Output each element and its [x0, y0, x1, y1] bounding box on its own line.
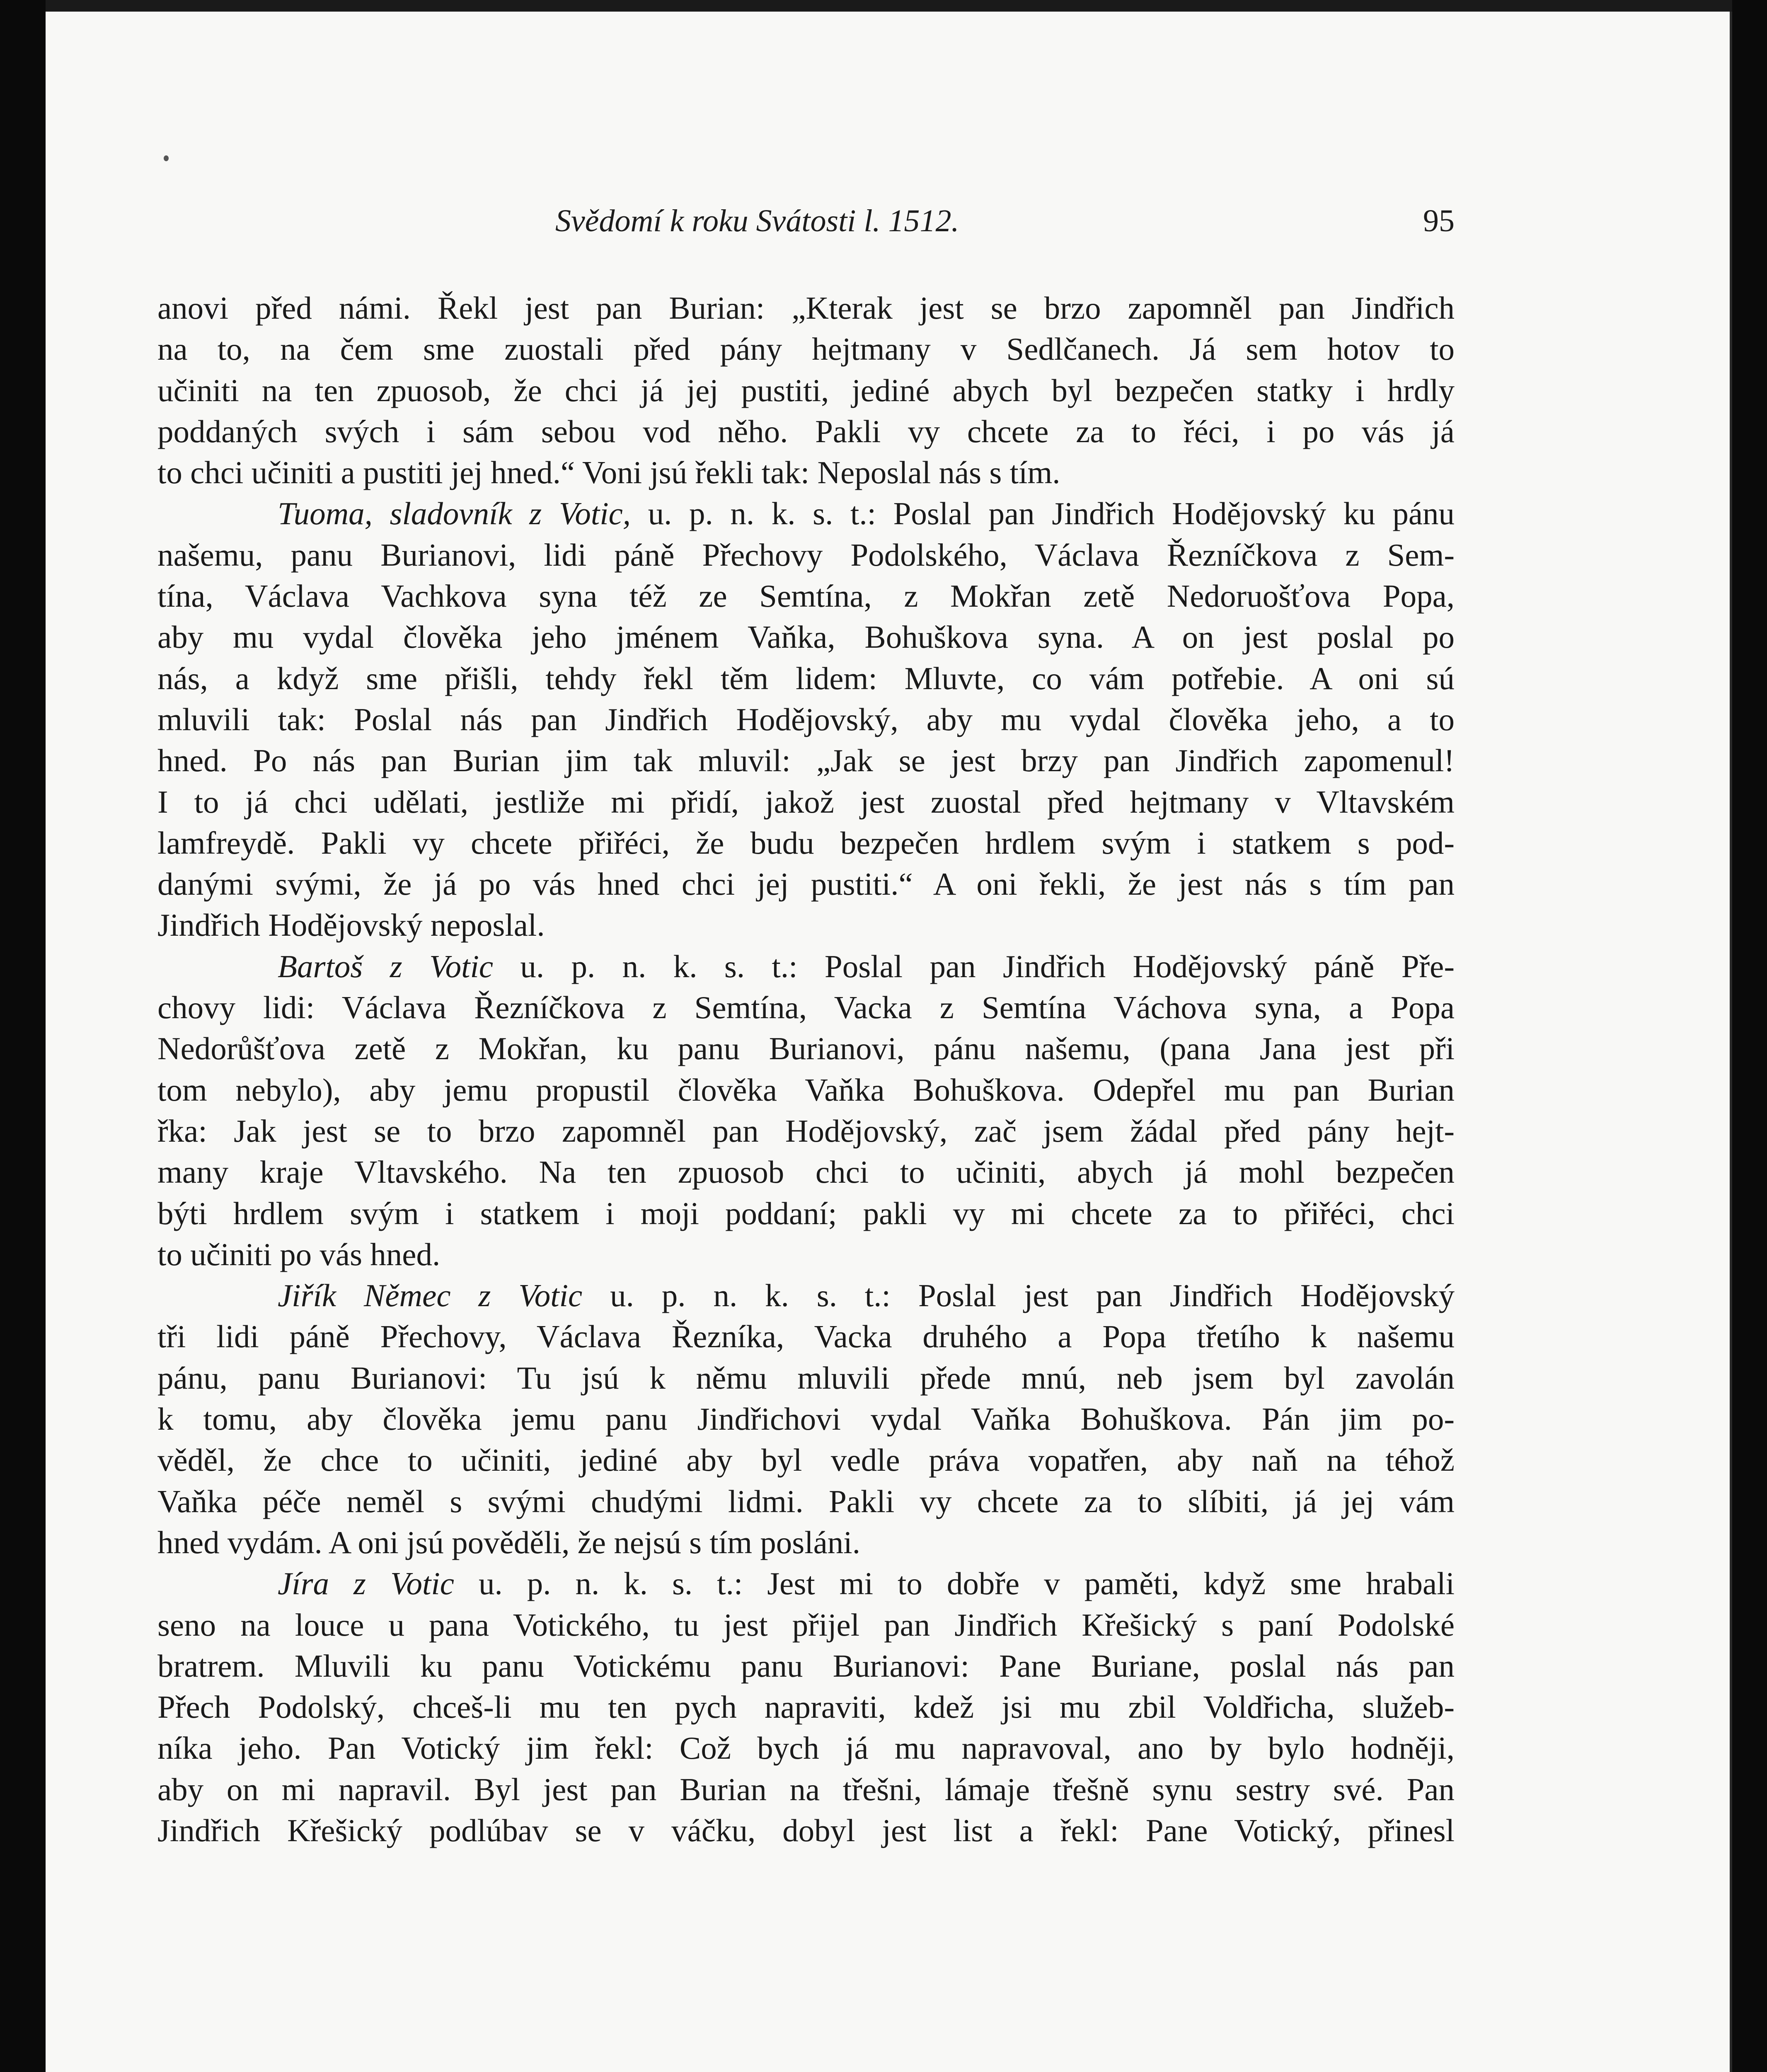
text-line: našemu, panu Burianovi, lidi páně Přechovy Podolského, Václava Řezníčkova z Sem-: [157, 537, 1455, 573]
witness-name: Jiřík Němec z Votic: [278, 1278, 583, 1314]
text-line: býti hrdlem svým i statkem i moji poddaní; pakli vy mi chcete za to přiřéci, chci: [157, 1195, 1455, 1231]
text-line: [157, 1563, 1455, 1604]
text-line: chovy lidi: Václava Řezníčkova z Semtína, Vacka z Semtína Váchova syna, a Popa: [157, 990, 1455, 1026]
witness-testimony: u. p. n. k. s. t.: Jest mi to dobře v paměti, když sme hrabali: [454, 1566, 1455, 1602]
text-line: seno na louce u pana Votického, tu jest přijel pan Jindřich Křešický s paní Podolské: [157, 1607, 1455, 1643]
text-line: to učiniti po vás hned.: [157, 1236, 441, 1272]
text-line: Nedorůšťova zetě z Mokřan, ku panu Burianovi, pánu našemu, (pana Jana jest při: [157, 1031, 1455, 1067]
scan-speck: [164, 155, 169, 161]
text-line: tři lidi páně Přechovy, Václava Řezníka, Vacka druhého a Popa třetího k našemu: [157, 1319, 1455, 1355]
text-line: anovi před námi. Řekl jest pan Burian: „Kterak jest se brzo zapomněl pan Jindřich: [157, 290, 1455, 326]
witness-testimony: u. p. n. k. s. t.: Poslal pan Jindřich Hodějovský páně Pře-: [493, 948, 1455, 984]
witness-name: Bartoš z Votic: [278, 948, 494, 984]
text-line: Jindřich Hodějovský neposlal.: [157, 907, 545, 943]
text-line: na to, na čem sme zuostali před pány hejtmany v Sedlčanech. Já sem hotov to: [157, 331, 1455, 367]
running-head: [157, 199, 1455, 257]
scan-border-left: [0, 0, 46, 2072]
text-line: hned. Po nás pan Burian jim tak mluvil: „Jak se jest brzy pan Jindřich zapomenul!: [157, 743, 1455, 779]
text-line: Přech Podolský, chceš-li mu ten pych napraviti, kdež jsi mu zbil Voldřicha, služeb-: [157, 1689, 1455, 1725]
text-line: učiniti na ten zpuosob, že chci já jej pustiti, jediné abych byl bezpečen statky i hrdly: [157, 372, 1455, 408]
text-line: pánu, panu Burianovi: Tu jsú k němu mluvili přede mnú, neb jsem byl zavolán: [157, 1360, 1455, 1396]
witness-testimony: u. p. n. k. s. t.: Poslal jest pan Jindřich Hodějovský: [582, 1278, 1455, 1314]
text-line: hned vydám. A oni jsú pověděli, že nejsú s tím posláni.: [157, 1524, 860, 1560]
page-number: 95: [1423, 203, 1455, 238]
text-line: Jindřich Křešický podlúbav se v váčku, dobyl jest list a řekl: Pane Votický, přinesl: [157, 1812, 1455, 1848]
scan-border-top: [46, 0, 1732, 12]
text-line: Vaňka péče neměl s svými chudými lidmi. Pakli vy chcete za to slíbiti, já jej vám: [157, 1483, 1455, 1519]
text-line: danými svými, že já po vás hned chci jej pustiti.“ A oni řekli, že jest nás s tím pan: [157, 866, 1455, 902]
text-line: aby on mi napravil. Byl jest pan Burian na třešni, lámaje třešně synu sestry své. Pan: [157, 1771, 1455, 1807]
text-line: níka jeho. Pan Votický jim řekl: Což bych já mu napravoval, ano by bylo hodněji,: [157, 1730, 1455, 1766]
witness-name: Jíra z Votic: [278, 1566, 454, 1602]
text-line: věděl, že chce to učiniti, jediné aby byl vedle práva vopatřen, aby naň na téhož: [157, 1442, 1455, 1478]
text-line: tom nebylo), aby jemu propustil člověka Vaňka Bohuškova. Odepřel mu pan Burian: [157, 1072, 1455, 1108]
text-line: k tomu, aby člověka jemu panu Jindřichovi vydal Vaňka Bohuškova. Pán jim po-: [157, 1401, 1455, 1437]
text-line: [157, 1275, 1455, 1316]
text-line: many kraje Vltavského. Na ten zpuosob chci to učiniti, abych já mohl bezpečen: [157, 1154, 1455, 1190]
text-line: poddaných svých i sám sebou vod něho. Pakli vy chcete za to řéci, i po vás já: [157, 413, 1455, 449]
running-title: Svědomí k roku Svátosti l. 1512.: [555, 203, 959, 238]
text-line: [157, 493, 1455, 534]
text-line: lamfreydě. Pakli vy chcete přiřéci, že budu bezpečen hrdlem svým i statkem s pod-: [157, 825, 1455, 861]
body-text: [157, 288, 1455, 1851]
text-line: bratrem. Mluvili ku panu Votickému panu Burianovi: Pane Buriane, poslal nás pan: [157, 1648, 1455, 1684]
text-line: řka: Jak jest se to brzo zapomněl pan Hodějovský, zač jsem žádal před pány hejt-: [157, 1113, 1455, 1149]
witness-name: Tuoma, sladovník z Votic,: [278, 496, 631, 532]
witness-testimony: u. p. n. k. s. t.: Poslal pan Jindřich Hodějovský ku pánu: [631, 496, 1455, 532]
text-line: [157, 946, 1455, 987]
text-line: I to já chci udělati, jestliže mi přidí, jakož jest zuostal před hejtmany v Vltavském: [157, 784, 1455, 820]
text-line: to chci učiniti a pustiti jej hned.“ Voni jsú řekli tak: Neposlal nás s tím.: [157, 455, 1060, 491]
text-line: mluvili tak: Poslal nás pan Jindřich Hodějovský, aby mu vydal člověka jeho, a to: [157, 701, 1455, 737]
text-line: nás, a když sme přišli, tehdy řekl těm lidem: Mluvte, co vám potřebie. A oni sú: [157, 660, 1455, 696]
text-line: aby mu vydal člověka jeho jménem Vaňka, Bohuškova syna. A on jest poslal po: [157, 619, 1455, 655]
scan-border-right: [1732, 0, 1767, 2072]
text-line: tína, Václava Vachkova syna též ze Semtína, z Mokřan zetě Nedoruošťova Popa,: [157, 578, 1455, 614]
